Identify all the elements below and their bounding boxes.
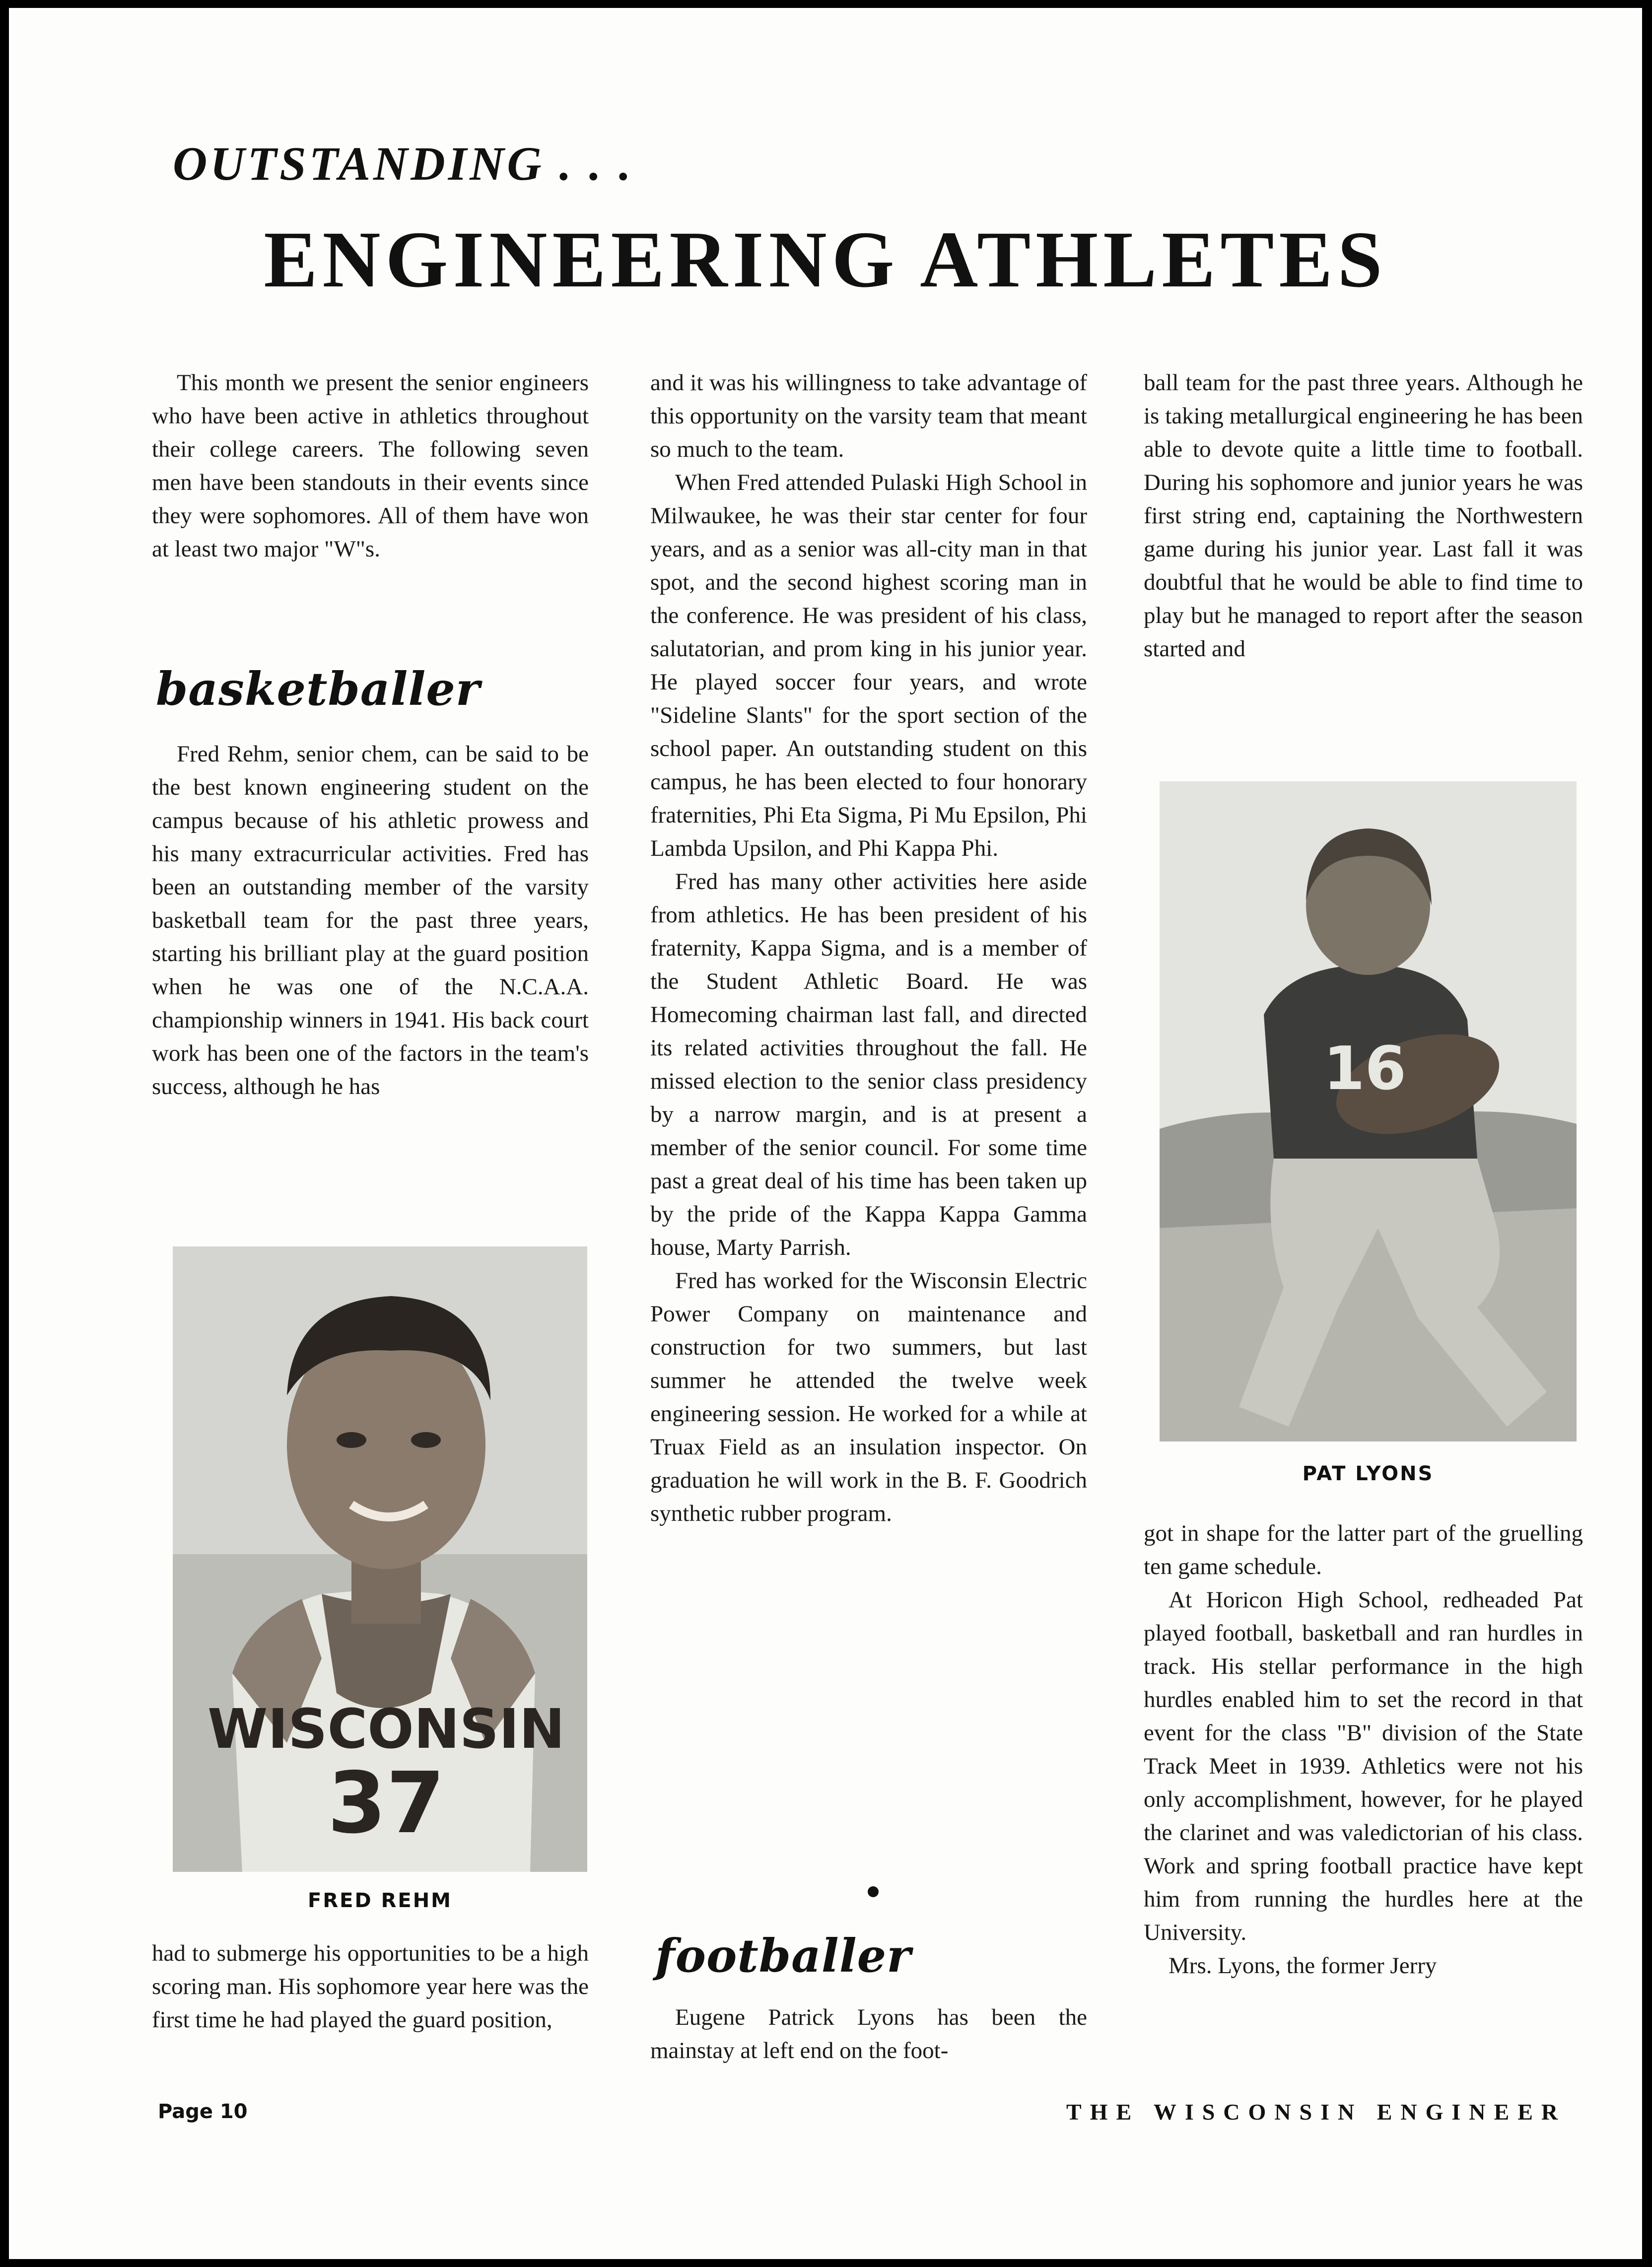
column-3-lower-text [1144, 1517, 1583, 1983]
page-number: Page 10 [158, 2100, 248, 2123]
rehm-text-4: Fred has worked for the Wisconsin Electric Power Company on maintenance and construction for two summers, but last summer he attended the twelve week engineering session. He worked for a while at Truax Field as an insulation inspector. On graduation he will work in the B. F. Goodrich synthetic rubber program. [650, 1268, 1087, 1526]
pat-lyons-illustration [1160, 781, 1577, 1442]
rehm-text-2: When Fred attended Pulaski High School in Milwaukee, he was their star center for four years, and as a senior was all-city man in that spot, and the second highest scoring man in the conference. He was president of his class, salutatorian, and prom king in his junior year. He played soccer four years, and wrote "Sideline Slants" for the sport section of the school paper. An outstanding student on this campus, he has been elected to four honorary fraternities, Phi Eta Sigma, Pi Mu Epsilon, Phi Lambda Upsilon, and Phi Kappa Phi. [650, 470, 1087, 861]
jersey-wisconsin-text: WISCONSIN [207, 1697, 565, 1761]
lyons-paragraph-1-continued [1144, 366, 1583, 666]
column-2-text [650, 366, 1087, 1530]
basketballer-heading: basketballer [156, 662, 481, 716]
pat-lyons-caption: PAT LYONS [1302, 1462, 1434, 1485]
article-kicker: OUTSTANDING . . . [173, 137, 634, 190]
lyons-paragraph-1 [650, 2001, 1087, 2067]
lyons-text-1: Eugene Patrick Lyons has been the mainstay at left end on the foot- [650, 2004, 1087, 2063]
lyons-text-2: At Horicon High School, redheaded Pat played football, basketball and ran hurdles in track. His stellar performance in the high hurdles enabled him to set the record in that event for the class "B" division of the State Track Meet in 1939. Athletics were not his only accomplishment, however, for he played the clarinet and was valedictorian of his class. Work and spring football practice have kept him from running the hurdles here at the University. [1144, 1587, 1583, 1945]
rehm-text-3: Fred has many other activities here aside from athletics. He has been president of his fraternity, Kappa Sigma, and is a member of the Student Athletic Board. He was Homecoming chairman last fall, and directed its related activities throughout the fall. He missed election to the senior class presidency by a narrow margin, and is at present a member of the senior council. For some time past a great deal of his time has been taken up by the pride of the Kappa Kappa Gamma house, Marty Parrish. [650, 869, 1087, 1260]
magazine-page [9, 8, 1642, 2259]
fred-rehm-illustration [173, 1246, 587, 1872]
fred-rehm-caption: FRED REHM [308, 1889, 452, 1912]
jersey-number-16: 16 [1323, 1034, 1406, 1103]
rehm-paragraph-1-continued [152, 1937, 589, 2037]
rehm-text-1-cont2: and it was his willingness to take advantage of this opportunity on the varsity team that meant so much to the team. [650, 370, 1087, 462]
rehm-paragraph-1 [152, 738, 589, 1103]
lyons-text-1-cont: ball team for the past three years. Although he is taking metallurgical engineering he has been able to devote quite a little time to football. During his sophomore and junior years he was first string end, captaining the Northwestern game during his junior year. Last fall it was doubtful that he would be able to find time to play but he managed to report after the season started and [1144, 370, 1583, 662]
lyons-text-1-cont2: got in shape for the latter part of the gruelling ten game schedule. [1144, 1520, 1583, 1580]
rehm-text-1: Fred Rehm, senior chem, can be said to be the best known engineering student on the campus because of his athletic prowess and his many extracurricular activities. Fred has been an outstanding member of the varsity basketball team for the past three years, starting his brilliant play at the guard position when he was one of the N.C.A.A. championship winners in 1941. His back court work has been one of the factors in the team's success, although he has [152, 741, 589, 1099]
section-divider-bullet [868, 1886, 879, 1897]
rehm-text-1-cont: had to submerge his opportunities to be a high scoring man. His sophomore year here was the first time he had played the guard position, [152, 1940, 589, 2033]
fred-rehm-photo [173, 1246, 587, 1872]
intro-text: This month we present the senior engineers who have been active in athletics throughout their college careers. The following seven men have been standouts in their events since they were sophomores. All of them have won at least two major "W"s. [152, 370, 589, 562]
article-title: ENGINEERING ATHLETES [264, 215, 1387, 304]
footballer-heading: footballer [655, 1929, 911, 1983]
intro-paragraph [152, 366, 589, 566]
jersey-number-37: 37 [327, 1754, 445, 1853]
lyons-text-3: Mrs. Lyons, the former Jerry [1169, 1953, 1437, 1979]
publication-name: THE WISCONSIN ENGINEER [1066, 2099, 1567, 2125]
pat-lyons-photo [1160, 781, 1577, 1442]
